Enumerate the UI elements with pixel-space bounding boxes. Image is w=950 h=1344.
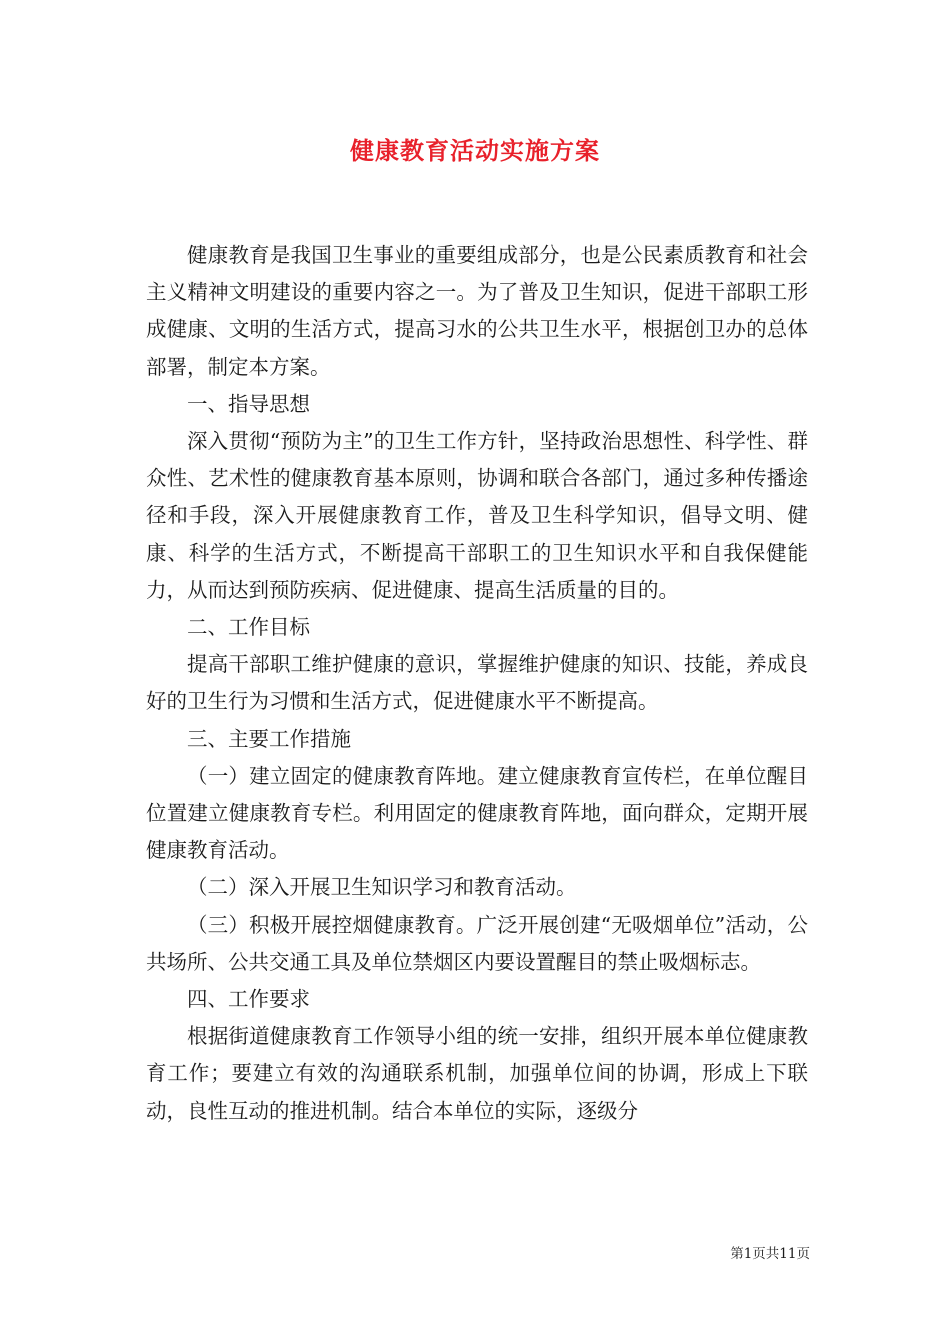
section-heading-work-requirements: 四、工作要求 (187, 987, 310, 1012)
measure-1-paragraph: （一）建立固定的健康教育阵地。建立健康教育宣传栏，在单位醒目位置建立健康教育专栏。利用固定的健康教育阵地，面向群众，定期开展健康教育活动。 (146, 763, 808, 863)
section-heading-work-goals: 二、工作目标 (187, 615, 310, 640)
work-goals-paragraph: 提高干部职工维护健康的意识，掌握维护健康的知识、技能，养成良好的卫生行为习惯和生活方式，促进健康水平不断提高。 (146, 652, 808, 714)
document-title: 健康教育活动实施方案 (350, 136, 600, 165)
measure-3-paragraph: （三）积极开展控烟健康教育。广泛开展创建“无吸烟单位”活动，公共场所、公共交通工具及单位禁烟区内要设置醒目的禁止吸烟标志。 (146, 912, 808, 974)
document-body (146, 237, 808, 1130)
intro-paragraph: 健康教育是我国卫生事业的重要组成部分，也是公民素质教育和社会主义精神文明建设的重要内容之一。为了普及卫生知识，促进干部职工形成健康、文明的生活方式，提高习水的公共卫生水平，根据创卫办的总体部署，制定本方案。 (146, 243, 808, 379)
page-number: 第1页共11页 (730, 1246, 810, 1262)
section-heading-main-measures: 三、主要工作措施 (187, 726, 351, 751)
work-requirements-paragraph: 根据街道健康教育工作领导小组的统一安排，组织开展本单位健康教育工作；要建立有效的沟通联系机制，加强单位间的协调，形成上下联动，良性互动的推进机制。结合本单位的实际，逐级分 (146, 1024, 808, 1123)
measure-2-paragraph: （二）深入开展卫生知识学习和教育活动。 (187, 875, 577, 900)
section-heading-guiding-ideology: 一、指导思想 (187, 391, 310, 416)
guiding-ideology-paragraph: 深入贯彻“预防为主”的卫生工作方针，坚持政治思想性、科学性、群众性、艺术性的健康教育基本原则，协调和联合各部门，通过多种传播途径和手段，深入开展健康教育工作，普及卫生科学知识，倡导文明、健康、科学的生活方式，不断提高干部职工的卫生知识水平和自我保健能力，从而达到预防疾病、促进健康、提高生活质量的目的。 (146, 429, 808, 602)
